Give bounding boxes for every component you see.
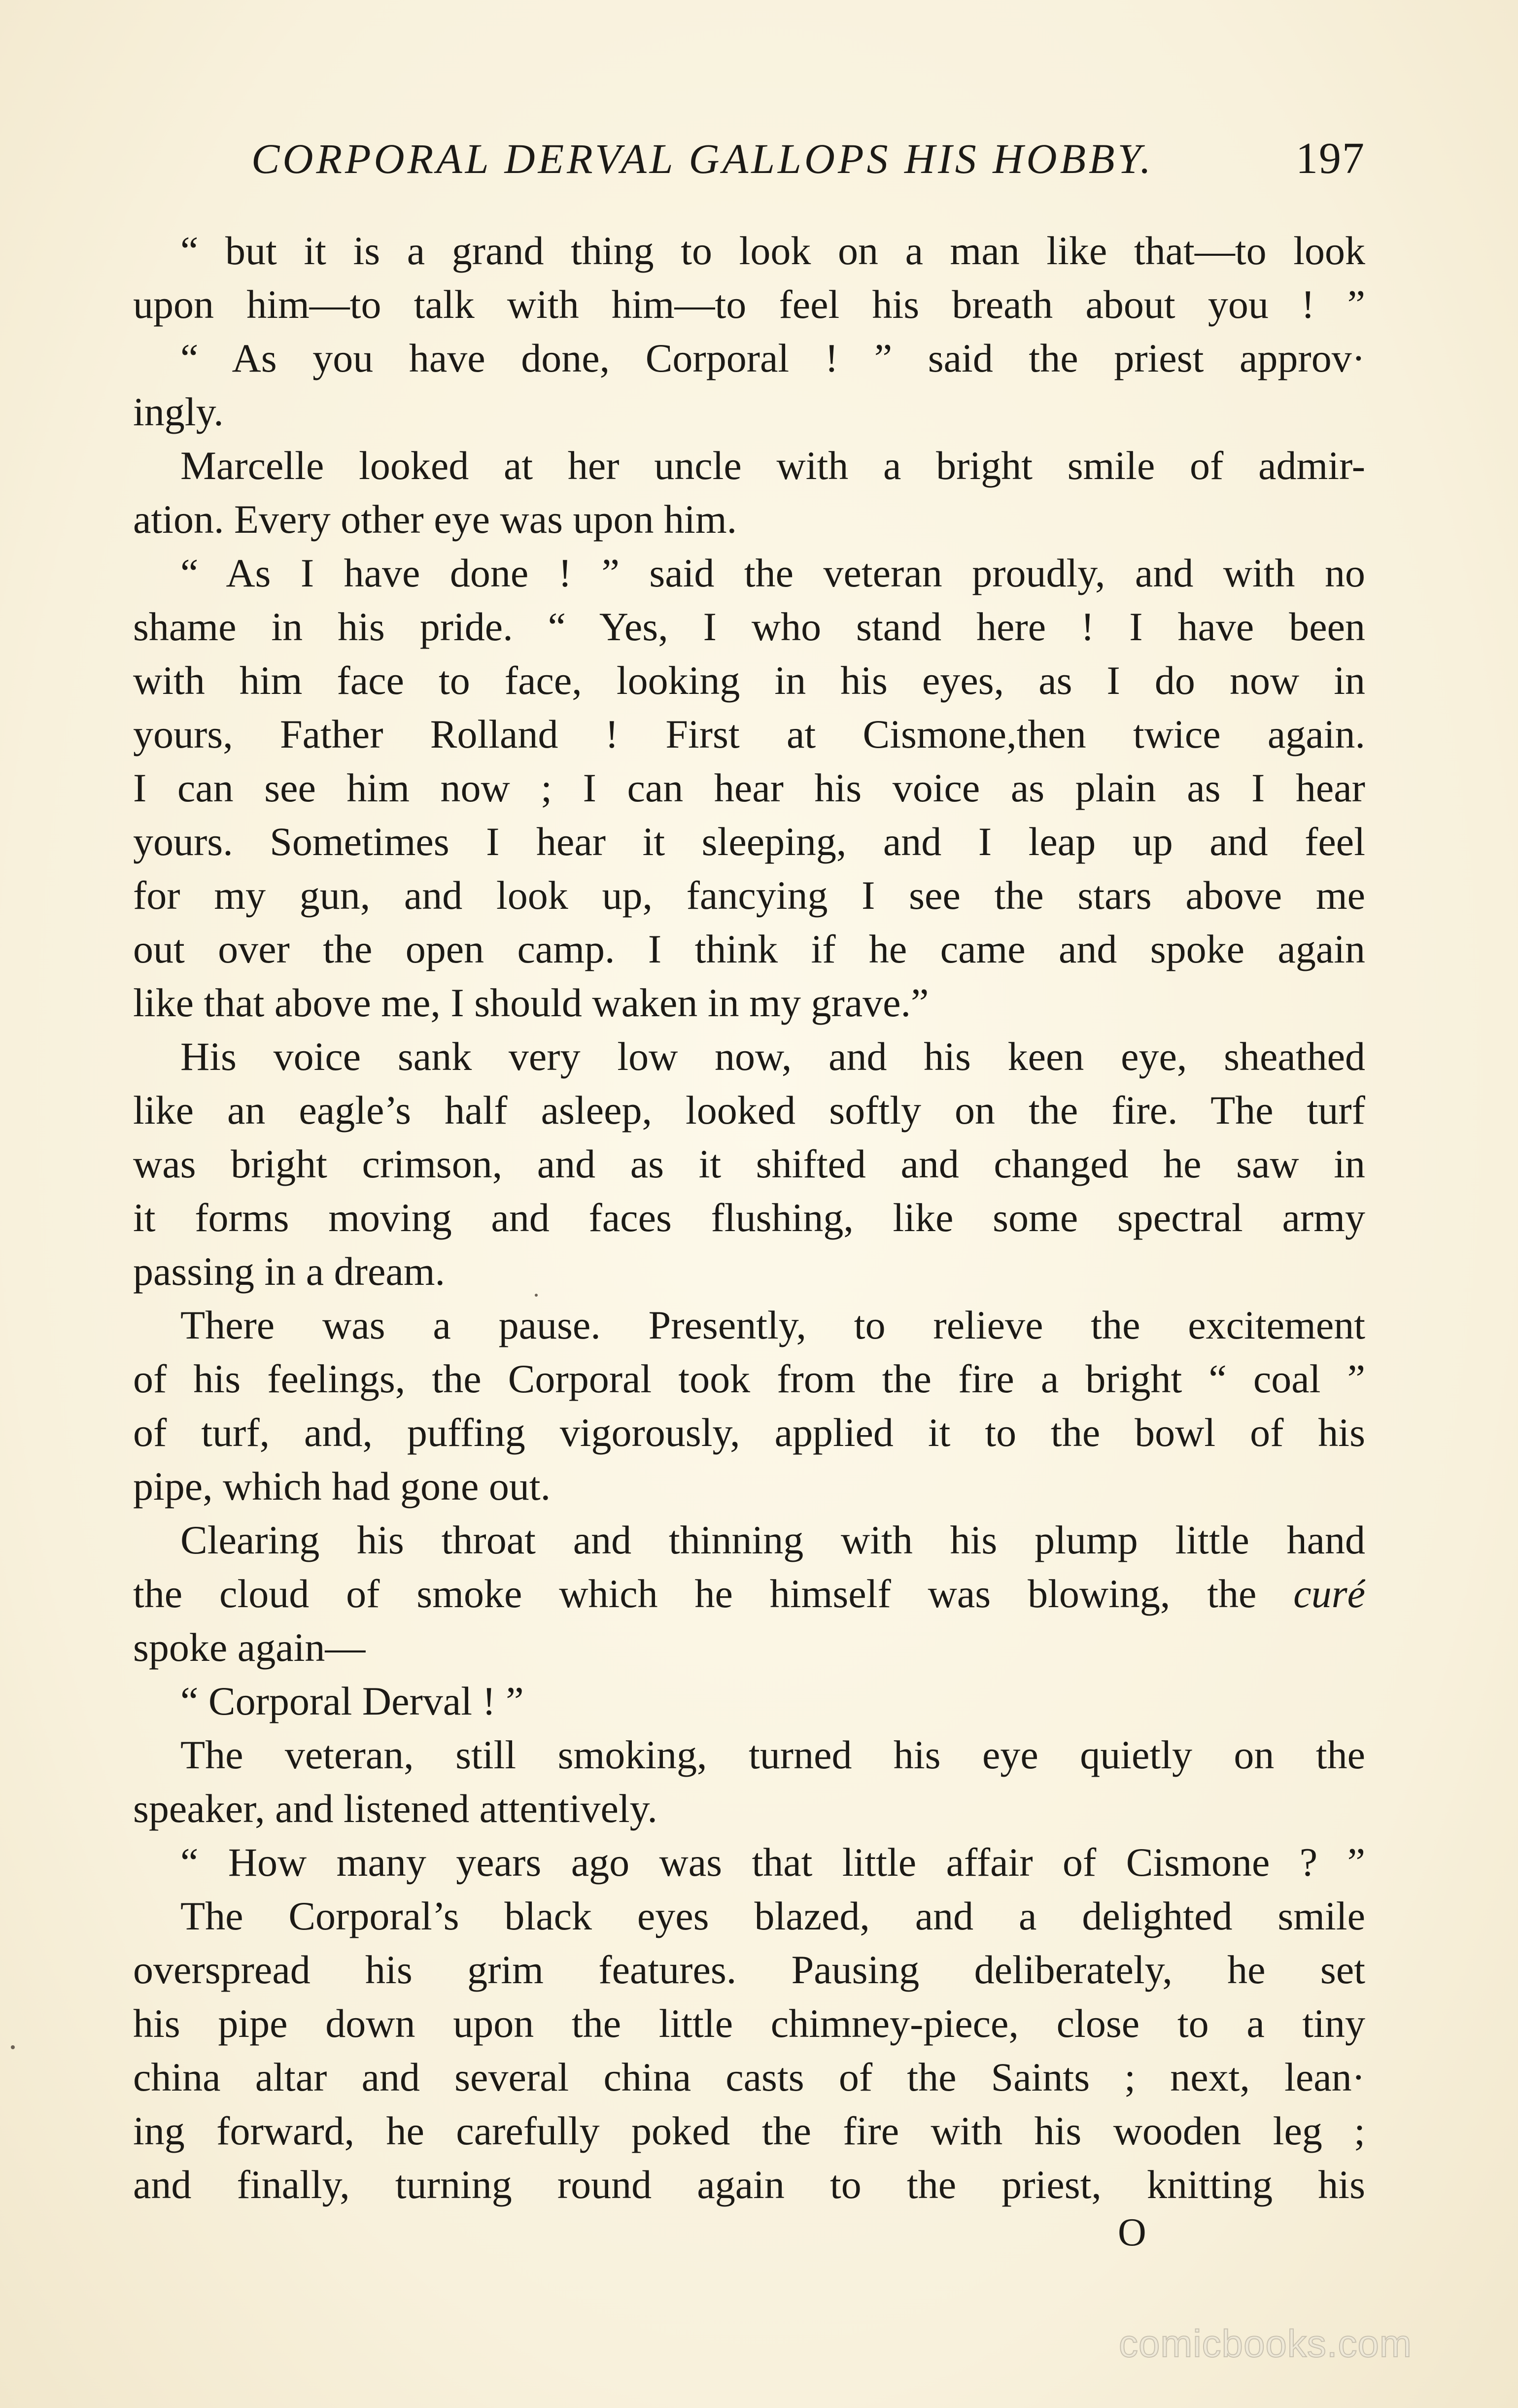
text-line: ation. Every other eye was upon him. <box>133 497 737 542</box>
text-line: “ How many years ago was that little affair of Cismone ? ” <box>180 1840 1365 1885</box>
paper-speck <box>535 1294 538 1297</box>
text-line: “ As you have done, Corporal ! ” said the priest approv· <box>180 336 1365 380</box>
text-line: and finally, turning round again to the priest, knitting his <box>133 2162 1365 2207</box>
text-line: speaker, and listened attentively. <box>133 1786 657 1831</box>
text-line: There was a pause. Presently, to relieve the excitement <box>180 1303 1365 1347</box>
text-line: yours. Sometimes I hear it sleeping, and I leap up and feel <box>133 819 1365 864</box>
text-line: for my gun, and look up, fancying I see the stars above me <box>133 873 1365 918</box>
running-head <box>133 129 1365 188</box>
text-line: like an eagle’s half asleep, looked softly on the fire. The turf <box>133 1088 1365 1133</box>
text-line: “ Corporal Derval ! ” <box>180 1679 524 1723</box>
paper-speck <box>11 2045 15 2049</box>
signature-mark: O <box>1118 2211 1146 2254</box>
text-line-part: the cloud of smoke which he himself was blowing, the <box>133 1571 1257 1616</box>
text-line: his pipe down upon the little chimney-piece, close to a tiny <box>133 2001 1365 2046</box>
text-line: His voice sank very low now, and his keen eye, sheathed <box>180 1034 1365 1079</box>
running-title: CORPORAL DERVAL GALLOPS HIS HOBBY. <box>251 135 1154 182</box>
text-line: upon him—to talk with him—to feel his breath about you ! ” <box>133 282 1365 327</box>
page-number: 197 <box>1296 134 1365 183</box>
text-line: of turf, and, puffing vigorously, applied it to the bowl of his <box>133 1410 1365 1455</box>
text-line: passing in a dream. <box>133 1249 446 1294</box>
text-line: yours, Father Rolland ! First at Cismone,then twice again. <box>133 712 1365 757</box>
text-line: china altar and several china casts of the Saints ; next, lean· <box>133 2055 1365 2099</box>
text-line: spoke again— <box>133 1625 366 1670</box>
text-line: of his feelings, the Corporal took from the fire a bright “ coal ” <box>133 1356 1365 1401</box>
text-line: The Corporal’s black eyes blazed, and a delighted smile <box>180 1893 1365 1938</box>
text-line: like that above me, I should waken in my grave.” <box>133 980 929 1025</box>
text-line: it forms moving and faces flushing, like some spectral army <box>133 1195 1365 1240</box>
text-line: was bright crimson, and as it shifted and changed he saw in <box>133 1141 1365 1186</box>
text-line: “ As I have done ! ” said the veteran proudly, and with no <box>180 550 1365 595</box>
italic-word: curé <box>1293 1571 1365 1616</box>
text-line-with-italic <box>133 1567 1365 1620</box>
text-line: Clearing his throat and thinning with his plump little hand <box>180 1517 1365 1562</box>
text-line: The veteran, still smoking, turned his eye quietly on the <box>180 1732 1365 1777</box>
text-line: I can see him now ; I can hear his voice as plain as I hear <box>133 765 1365 810</box>
text-line: overspread his grim features. Pausing deliberately, he set <box>133 1947 1365 1992</box>
watermark: comicbooks.com <box>1119 2322 1412 2365</box>
text-line: with him face to face, looking in his eyes, as I do now in <box>133 658 1365 703</box>
text-line: out over the open camp. I think if he came and spoke again <box>133 927 1365 971</box>
text-line: “ but it is a grand thing to look on a man like that—to look <box>180 228 1365 273</box>
text-line: Marcelle looked at her uncle with a bright smile of admir- <box>180 443 1365 488</box>
text-line: ing forward, he carefully poked the fire with his wooden leg ; <box>133 2108 1365 2153</box>
text-line: pipe, which had gone out. <box>133 1464 551 1509</box>
body-text <box>133 224 1365 2207</box>
text-line: ingly. <box>133 389 224 434</box>
text-line: shame in his pride. “ Yes, I who stand here ! I have been <box>133 604 1365 649</box>
